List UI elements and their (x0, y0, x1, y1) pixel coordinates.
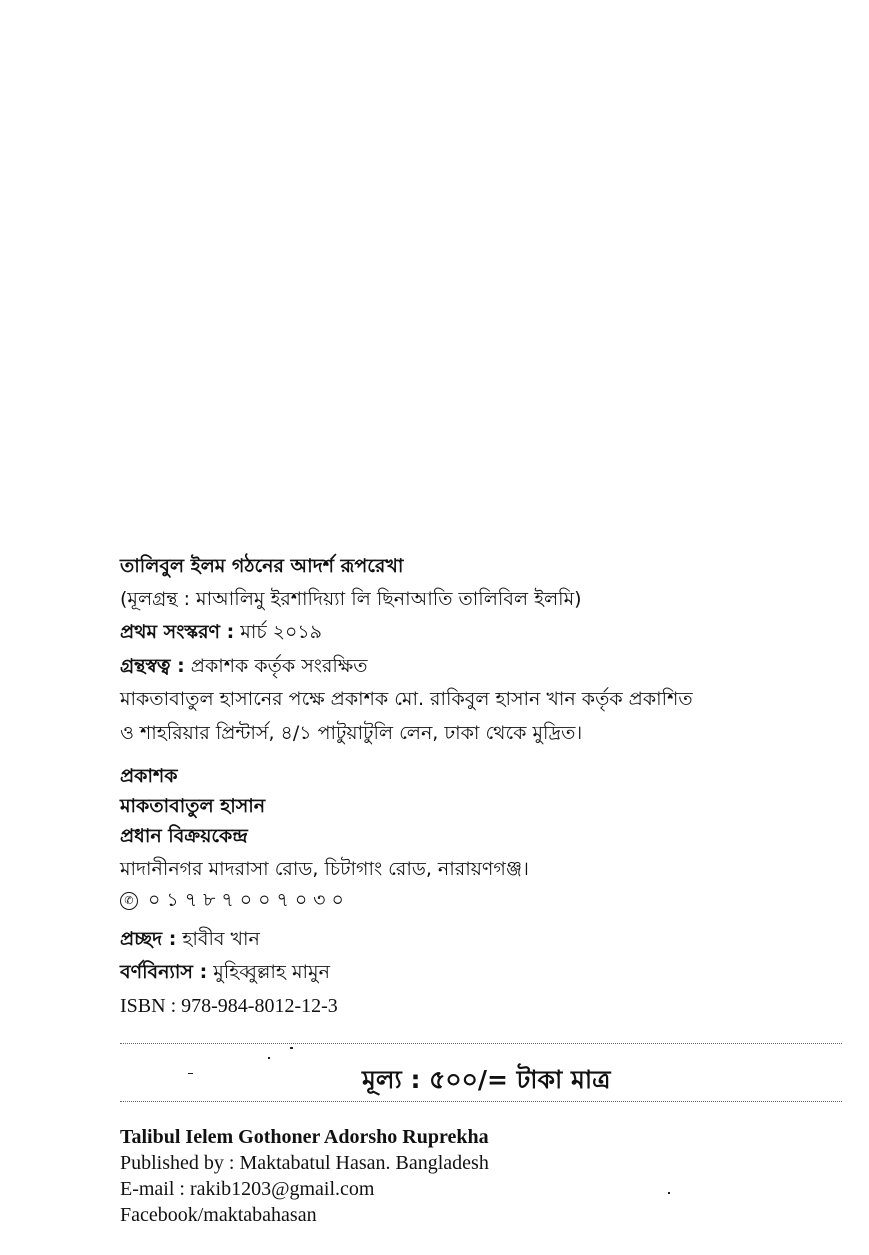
price: মূল্য : ৫০০/= টাকা মাত্র (362, 1065, 611, 1094)
phone-number: ০১৭৮৭০০৭০৩০ (148, 889, 350, 911)
email: E-mail : rakib1203@gmail.com (120, 1178, 375, 1200)
cover-value: হাবীব খান (182, 928, 260, 950)
cover-label: প্রচ্ছদ : (120, 928, 177, 950)
typesetting-value: মুহিব্বুল্লাহ মামুন (213, 961, 330, 983)
english-publisher: Published by : Maktabatul Hasan. Bangladesh (120, 1152, 489, 1174)
original-book-title: (মূলগ্রন্থ : মাআলিমু ইরশাদিয়্যা লি ছিনাআতি তালিবিল ইলমি) (120, 588, 582, 610)
scan-speck (668, 1192, 670, 1194)
publisher-label: প্রকাশক (120, 765, 178, 787)
publisher-name: মাকতাবাতুল হাসান (120, 795, 266, 817)
scan-speck (188, 1073, 193, 1074)
bottom-divider (120, 1101, 842, 1102)
scan-speck (290, 1047, 293, 1049)
facebook-page: Facebook/maktabahasan (120, 1204, 317, 1226)
top-divider (120, 1043, 842, 1044)
english-title: Talibul Ielem Gothoner Adorsho Ruprekha (120, 1126, 489, 1148)
first-edition-value: মার্চ ২০১৯ (240, 621, 322, 643)
publish-statement-1: মাকতাবাতুল হাসানের পক্ষে প্রকাশক মো. রাকিবুল হাসান খান কর্তৃক প্রকাশিত (120, 688, 693, 710)
first-edition (120, 618, 322, 650)
typesetting-label: বর্ণবিন্যাস : (120, 961, 208, 983)
book-title: তালিবুল ইলম গঠনের আদর্শ রূপরেখা (120, 555, 404, 577)
copyright (120, 652, 368, 684)
scan-speck (268, 1057, 270, 1059)
copyright-value: প্রকাশক কর্তৃক সংরক্ষিত (190, 655, 368, 677)
first-edition-label: প্রথম সংস্করণ : (120, 621, 235, 643)
main-sales-center-label: প্রধান বিক্রয়কেন্দ্র (120, 825, 248, 847)
typesetter (120, 958, 330, 990)
sales-address: মাদানীনগর মাদরাসা রোড, চিটাগাং রোড, নারায়ণগঞ্জ। (120, 858, 529, 880)
isbn: ISBN : 978-984-8012-12-3 (120, 995, 338, 1017)
phone-icon: ✆ (120, 892, 138, 910)
copyright-label: গ্রন্থস্বত্ব : (120, 655, 185, 677)
publish-statement-2: ও শাহরিয়ার প্রিন্টার্স, ৪/১ পাটুয়াটুলি লেন, ঢাকা থেকে মুদ্রিত। (120, 722, 583, 744)
cover-designer (120, 925, 260, 957)
phone-row (120, 886, 350, 918)
